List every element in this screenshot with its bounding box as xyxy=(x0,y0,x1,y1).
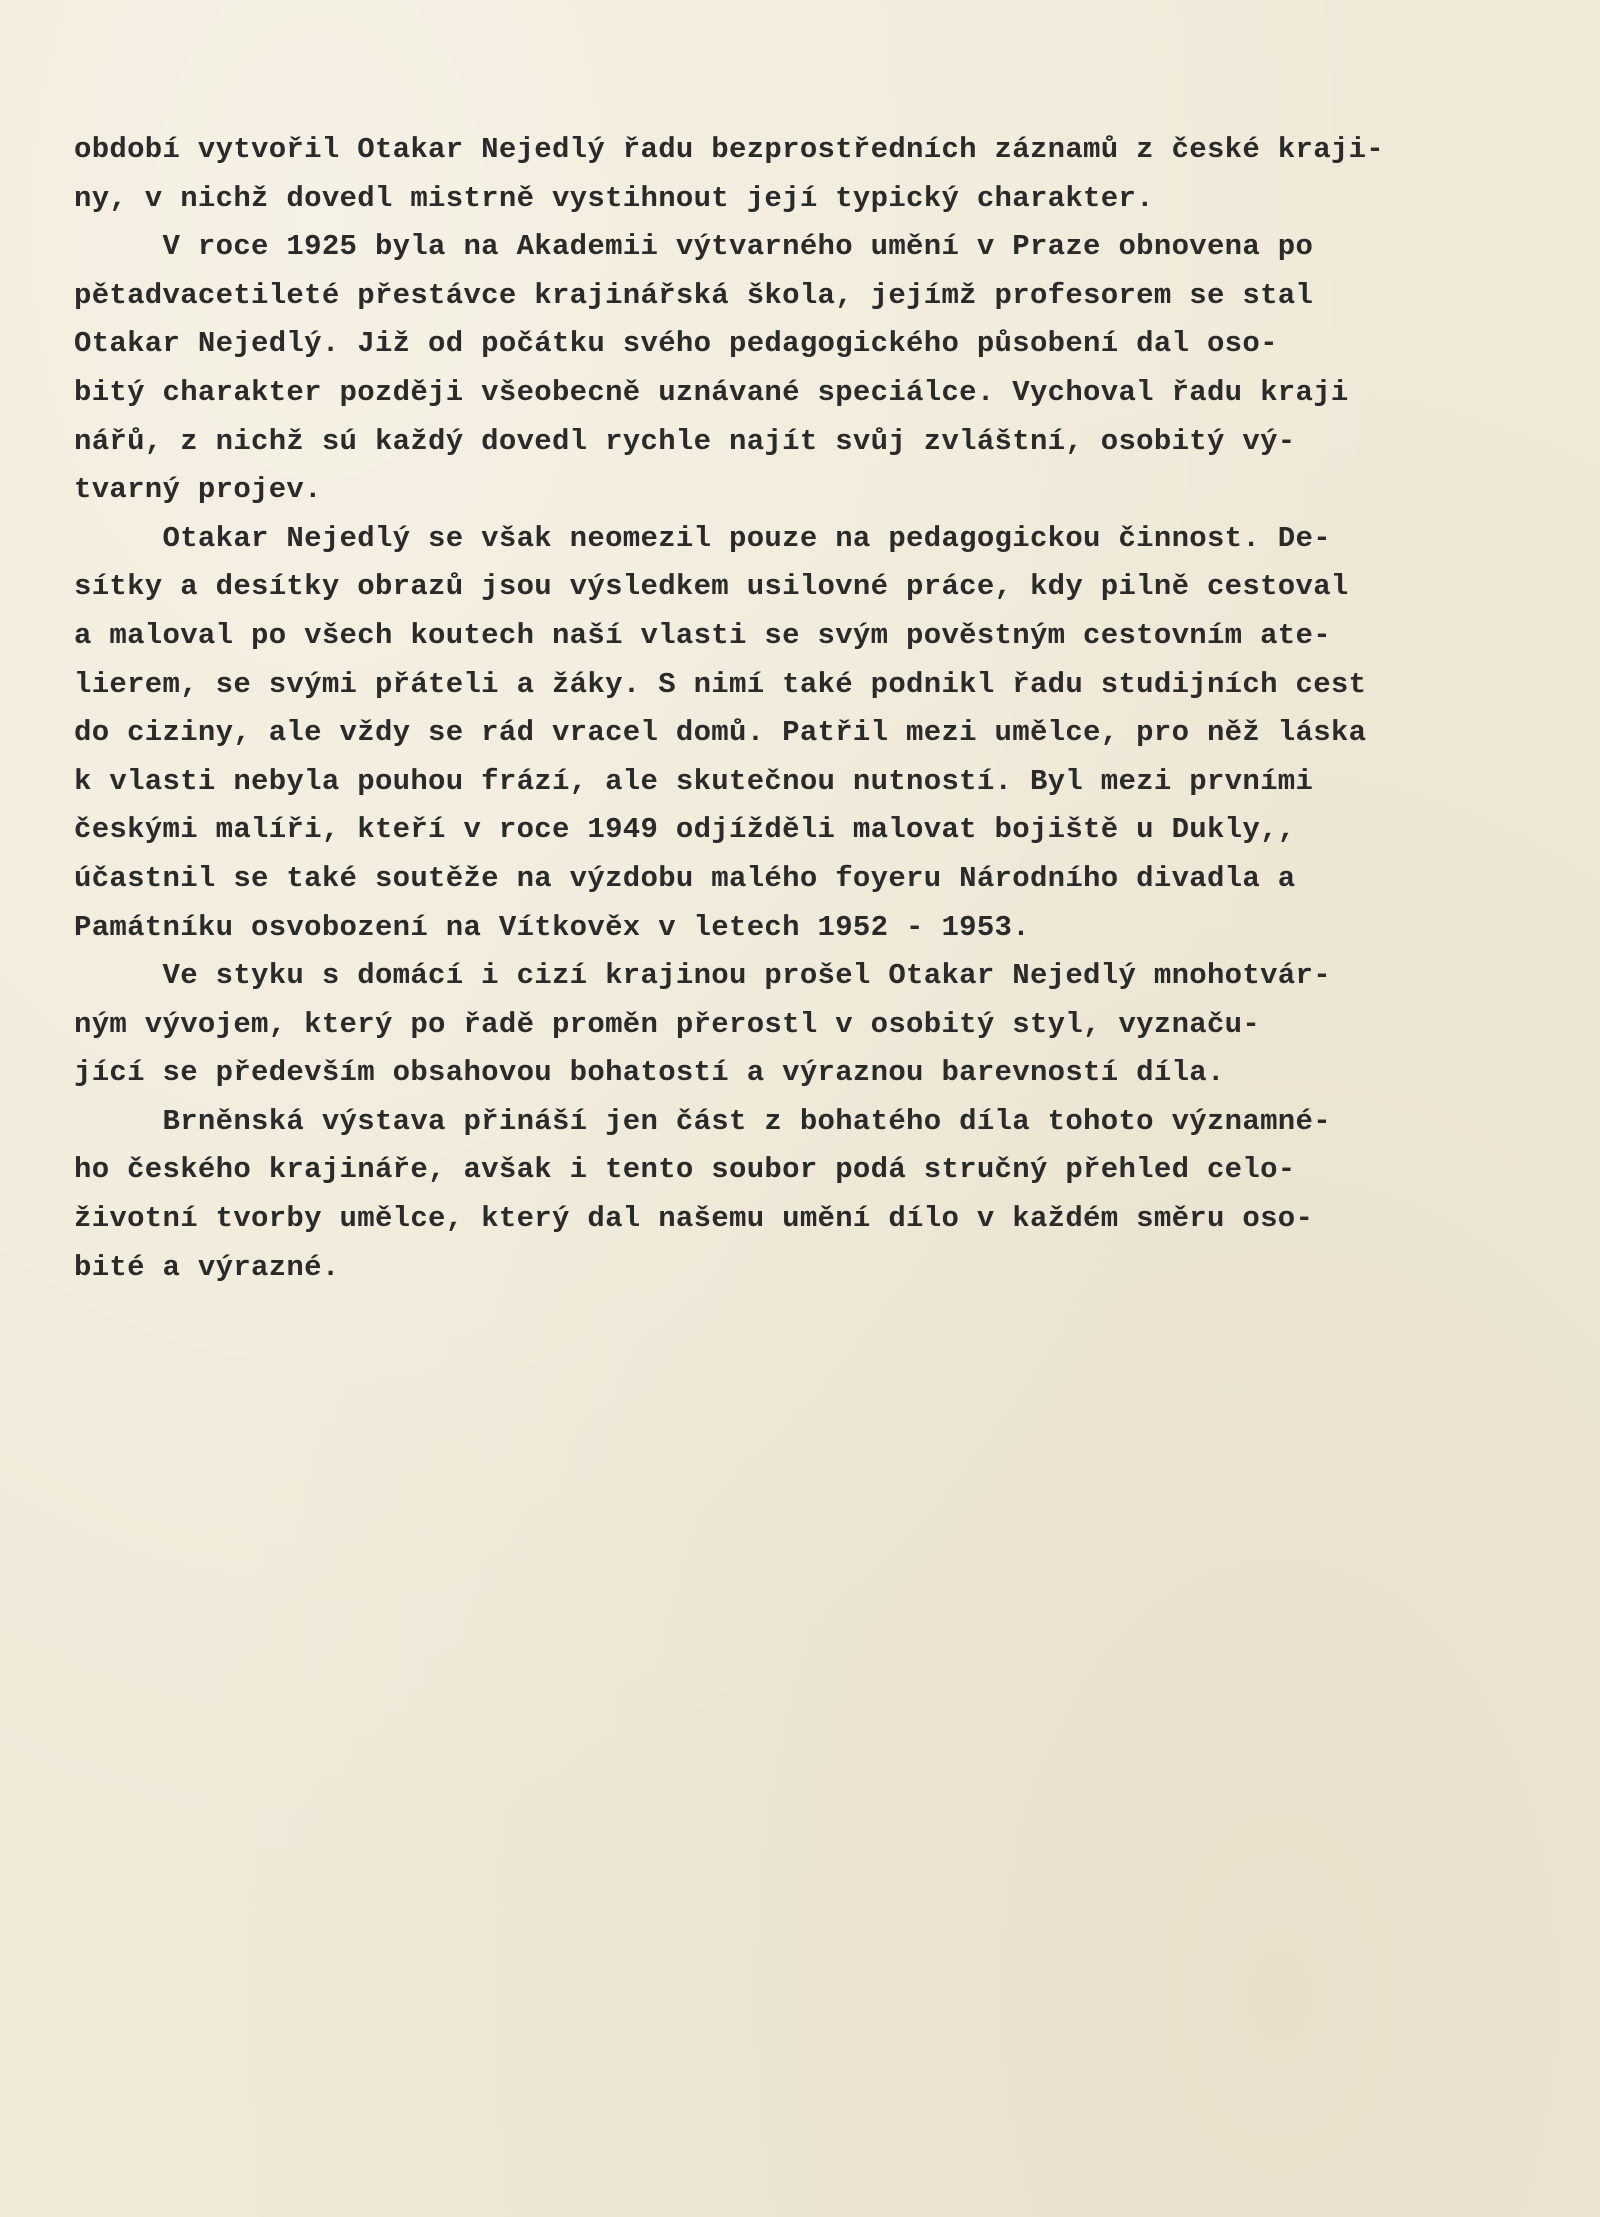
text-line: k vlasti nebyla pouhou frází, ale skutečnou nutností. Byl mezi prvními xyxy=(74,764,1314,798)
text-line: Otakar Nejedlý se však neomezil pouze na pedagogickou činnost. De- xyxy=(74,521,1331,555)
text-line: účastnil se také soutěže na výzdobu malého foyeru Národního divadla a xyxy=(74,861,1296,895)
text-line: ny, v nichž dovedl mistrně vystihnout její typický charakter. xyxy=(74,181,1154,215)
text-line: Brněnská výstava přináší jen část z bohatého díla tohoto významné- xyxy=(74,1104,1331,1138)
text-line: sítky a desítky obrazů jsou výsledkem usilovné práce, kdy pilně cestoval xyxy=(74,570,1349,604)
text-line: V roce 1925 byla na Akademii výtvarného umění v Praze obnovena po xyxy=(74,230,1314,264)
text-line: lierem, se svými přáteli a žáky. S nimí také podnikl řadu studijních cest xyxy=(74,667,1367,701)
text-line: Otakar Nejedlý. Již od počátku svého pedagogického působení dal oso- xyxy=(74,327,1278,361)
text-line: jící se především obsahovou bohatostí a výraznou barevností díla. xyxy=(74,1056,1225,1090)
typescript-text xyxy=(74,126,1554,1292)
text-line: pětadvacetileté přestávce krajinářská škola, jejímž profesorem se stal xyxy=(74,278,1314,312)
text-line: bité a výrazné. xyxy=(74,1250,340,1284)
text-line: a maloval po všech koutech naší vlasti se svým pověstným cestovním ate- xyxy=(74,618,1331,652)
text-line: Památníku osvobození na Vítkověx v letech 1952 - 1953. xyxy=(74,910,1030,944)
text-line: ným vývojem, který po řadě proměn přerostl v osobitý styl, vyznaču- xyxy=(74,1007,1261,1041)
text-line: bitý charakter později všeobecně uznávané speciálce. Vychoval řadu kraji xyxy=(74,375,1349,409)
text-line: životní tvorby umělce, který dal našemu umění dílo v každém směru oso- xyxy=(74,1202,1314,1236)
text-line: období vytvořil Otakar Nejedlý řadu bezprostředních záznamů z české kraji- xyxy=(74,133,1385,166)
text-line: Ve styku s domácí i cizí krajinou prošel Otakar Nejedlý mnohotvár- xyxy=(74,959,1331,993)
text-line: do ciziny, ale vždy se rád vracel domů. Patřil mezi umělce, pro něž láska xyxy=(74,716,1367,750)
text-line: ho českého krajináře, avšak i tento soubor podá stručný přehled celo- xyxy=(74,1153,1296,1187)
text-line: tvarný projev. xyxy=(74,473,322,507)
text-line: českými malíři, kteří v roce 1949 odjížděli malovat bojiště u Dukly,, xyxy=(74,813,1296,847)
text-line: nářů, z nichž sú každý dovedl rychle najít svůj zvláštní, osobitý vý- xyxy=(74,424,1296,458)
